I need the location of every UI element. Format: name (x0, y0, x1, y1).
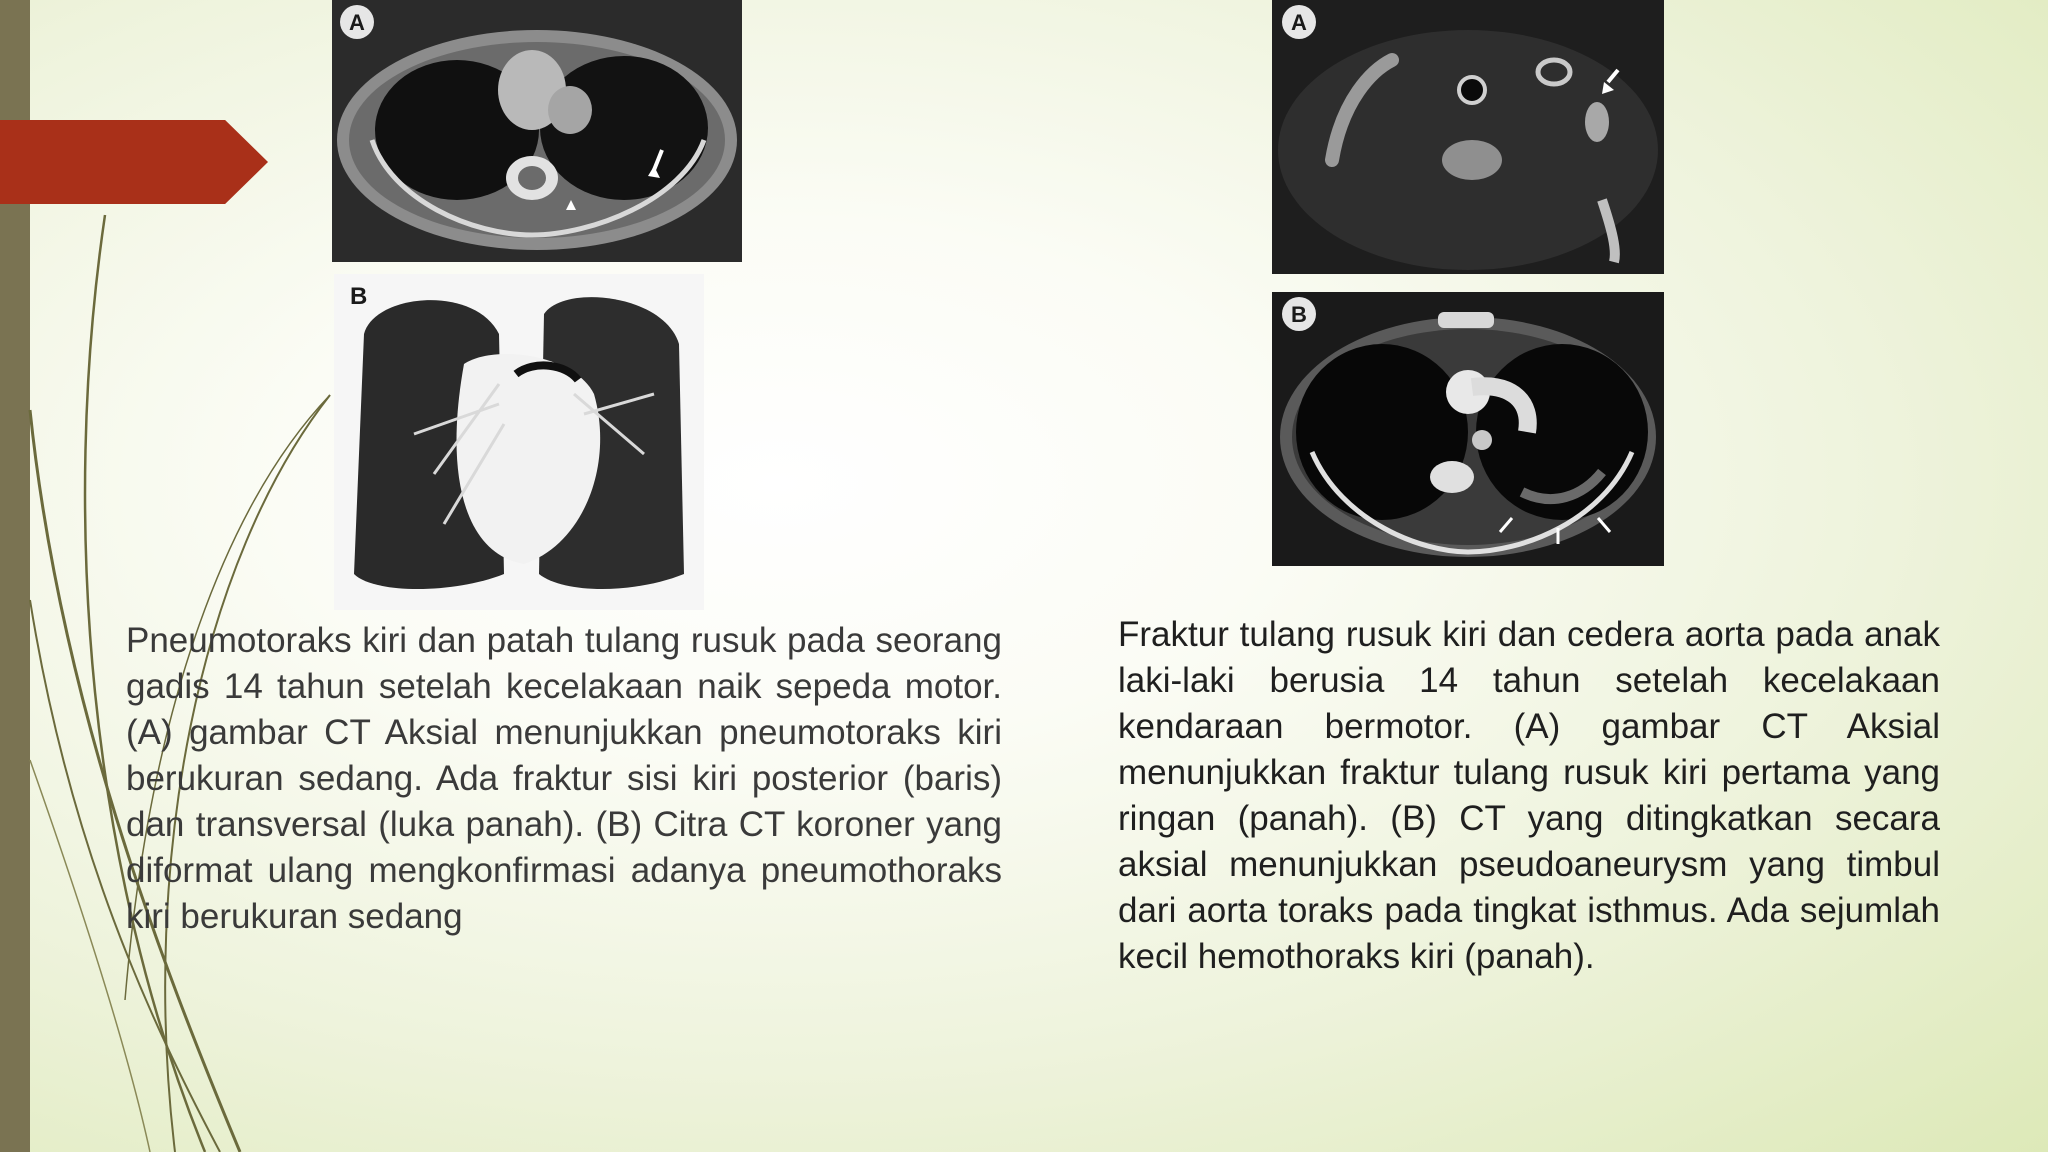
left-ct-coronal-image (334, 274, 704, 610)
right-panel-b-label: B (1291, 302, 1307, 327)
right-ct-enhanced-axial-image (1272, 292, 1664, 566)
left-ct-axial-image (332, 0, 742, 262)
right-panel-a-label: A (1291, 10, 1307, 35)
left-panel-b-label: B (350, 283, 368, 310)
accent-arrow-shape (0, 120, 268, 204)
right-ct-axial-image (1272, 0, 1664, 274)
left-panel-a-label: A (349, 10, 365, 35)
left-figure-caption: Pneumotoraks kiri dan patah tulang rusuk pada seorang gadis 14 tahun setelah kecelakaan naik sepeda motor. (A) gambar CT Aksial menunjukkan pneumotoraks kiri berukuran sedang. Ada fraktur sisi kiri posterior (baris) dan transversal (luka panah). (B) Citra CT koroner yang diformat ulang mengkonfirmasi adanya pneumothoraks kiri berukuran sedang (126, 621, 1002, 936)
right-figure-caption: Fraktur tulang rusuk kiri dan cedera aorta pada anak laki-laki berusia 14 tahun setelah kecelakaan kendaraan bermotor. (A) gambar CT Aksial menunjukkan fraktur tulang rusuk kiri pertama yang ringan (panah). (B) CT yang ditingkatkan secara aksial menunjukkan pseudoaneurysm yang timbul dari aorta toraks pada tingkat isthmus. Ada sejumlah kecil hemothoraks kiri (panah). (1118, 615, 1940, 976)
